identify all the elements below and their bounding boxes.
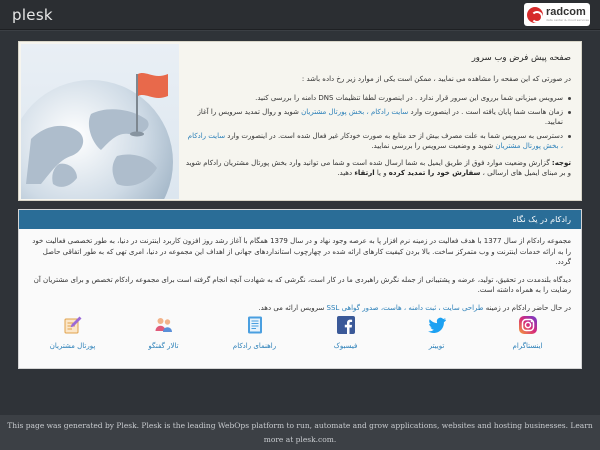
guide-book-icon (245, 315, 265, 335)
forum-icon (154, 315, 174, 335)
customer-portal-link[interactable]: پورتال مشتریان (33, 315, 113, 361)
page-title: صفحه پیش فرض وب سرور (471, 53, 571, 63)
radcom-logo-mark-icon (527, 7, 543, 23)
instagram-icon (518, 315, 538, 335)
reasons-list (185, 93, 571, 152)
globe-flag-icon (21, 44, 179, 199)
top-bar (0, 0, 600, 30)
twitter-link[interactable]: توییتر (397, 315, 477, 361)
guide-link[interactable]: راهنمای رادکام (215, 315, 295, 361)
footer-text: This page was generated by Plesk. Plesk is the leading WebOps platform to run, automate and grow applications, websites and hosting businesses. Learn more at plesk.com. (7, 421, 593, 444)
customer-portal-icon (63, 315, 83, 335)
radcom-logo[interactable] (524, 3, 590, 26)
note-text: توجه: گزارش وضعیت موارد فوق از طریق ایمیل به شما ارسال شده است و شما می توانید وارد بخش پورتال مشتریان رادکام شوید و بر مبنای ایمیل های ارسالی ، سفارش خود را تمدید کرده و یا ارتقاء دهید. (185, 158, 571, 178)
about-paragraph: دیدگاه بلندمدت در تحقیق، تولید، عرضه و پشتیبانی از جمله نگرش راهبردی ما در کار است، نگرشی که به شهادت آنچه انجام گرفته است برای مجموعه رادکام تخصص و برای مشتریان آن رضایت را به همراه داشته است. (33, 275, 571, 294)
plesk-footer (0, 415, 600, 450)
radcom-logo-name: radcom (546, 6, 586, 18)
plesk-logo[interactable]: plesk (12, 6, 53, 24)
facebook-icon (336, 315, 356, 335)
services-paragraph: در حال حاضر رادکام در زمینه طراحی سایت ، ثبت دامنه ، هاست، صدور گواهی SSL سرویس ارائه می دهد. (258, 303, 571, 312)
about-heading: رادکام در یک نگاه (19, 210, 581, 229)
about-paragraph: مجموعه رادکام از سال 1377 با هدف فعالیت در زمینه نرم افزار پا به عرصه وجود نهاد و در سال 1379 همگام با آغاز رشد روز افزون کاربرد اینترنت در دنیا، به طور تخصصی فعالیت خود را به ارائه خدمات اینترنت و وب متمرکز ساخت. بالا بردن کیفیت کارهای ارائه شده در چهارچوب استانداردهای جهانی از اهداف این مجموعه در دنیا، امری تهی که به طور اتفاقی حاصل گردد. (32, 237, 571, 266)
list-item: دسترسی به سرویس شما به علت مصرف بیش از حد منابع به صورت خودکار غیر فعال شده است. در اینصورت وارد سایت رادکام ، بخش پورتال مشتریان شوید و وضعیت سرویس را بررسی نمایید. (185, 131, 563, 152)
intro-text: در صورتی که این صفحه را مشاهده می نمایید ، ممکن است یکی از موارد زیر رخ داده باشد : (301, 74, 571, 83)
services-link[interactable]: طراحی سایت ، ثبت دامنه ، هاست، صدور گواهی SSL (326, 303, 484, 312)
about-card (18, 209, 582, 369)
list-item: زمان هاست شما پایان یافته است . در اینصورت وارد سایت رادکام ، بخش پورتال مشتریان شوید و روال تمدید سرویس را آغاز نمایید. (185, 107, 563, 128)
default-page-card (18, 41, 582, 201)
customer-portal-link[interactable]: سایت رادکام ، بخش پورتال مشتریان (301, 107, 409, 116)
social-links (19, 315, 581, 361)
globe-flag-illustration (21, 44, 179, 199)
facebook-link[interactable]: فیسبوک (306, 315, 386, 361)
twitter-icon (427, 315, 447, 335)
instagram-link[interactable]: اینستاگرام (488, 315, 568, 361)
radcom-logo-tagline: data center & cloud services (546, 18, 589, 22)
customer-portal-link[interactable]: سایت رادکام ، بخش پورتال مشتریان (187, 131, 563, 151)
list-item: سرویس میزبانی شما برروی این سرور قرار ندارد . در اینصورت لطفا تنظیمات DNS دامنه را بررسی کنید. (185, 93, 563, 104)
note-label: توجه: (551, 158, 571, 167)
forum-link[interactable]: تالار گفتگو (124, 315, 204, 361)
